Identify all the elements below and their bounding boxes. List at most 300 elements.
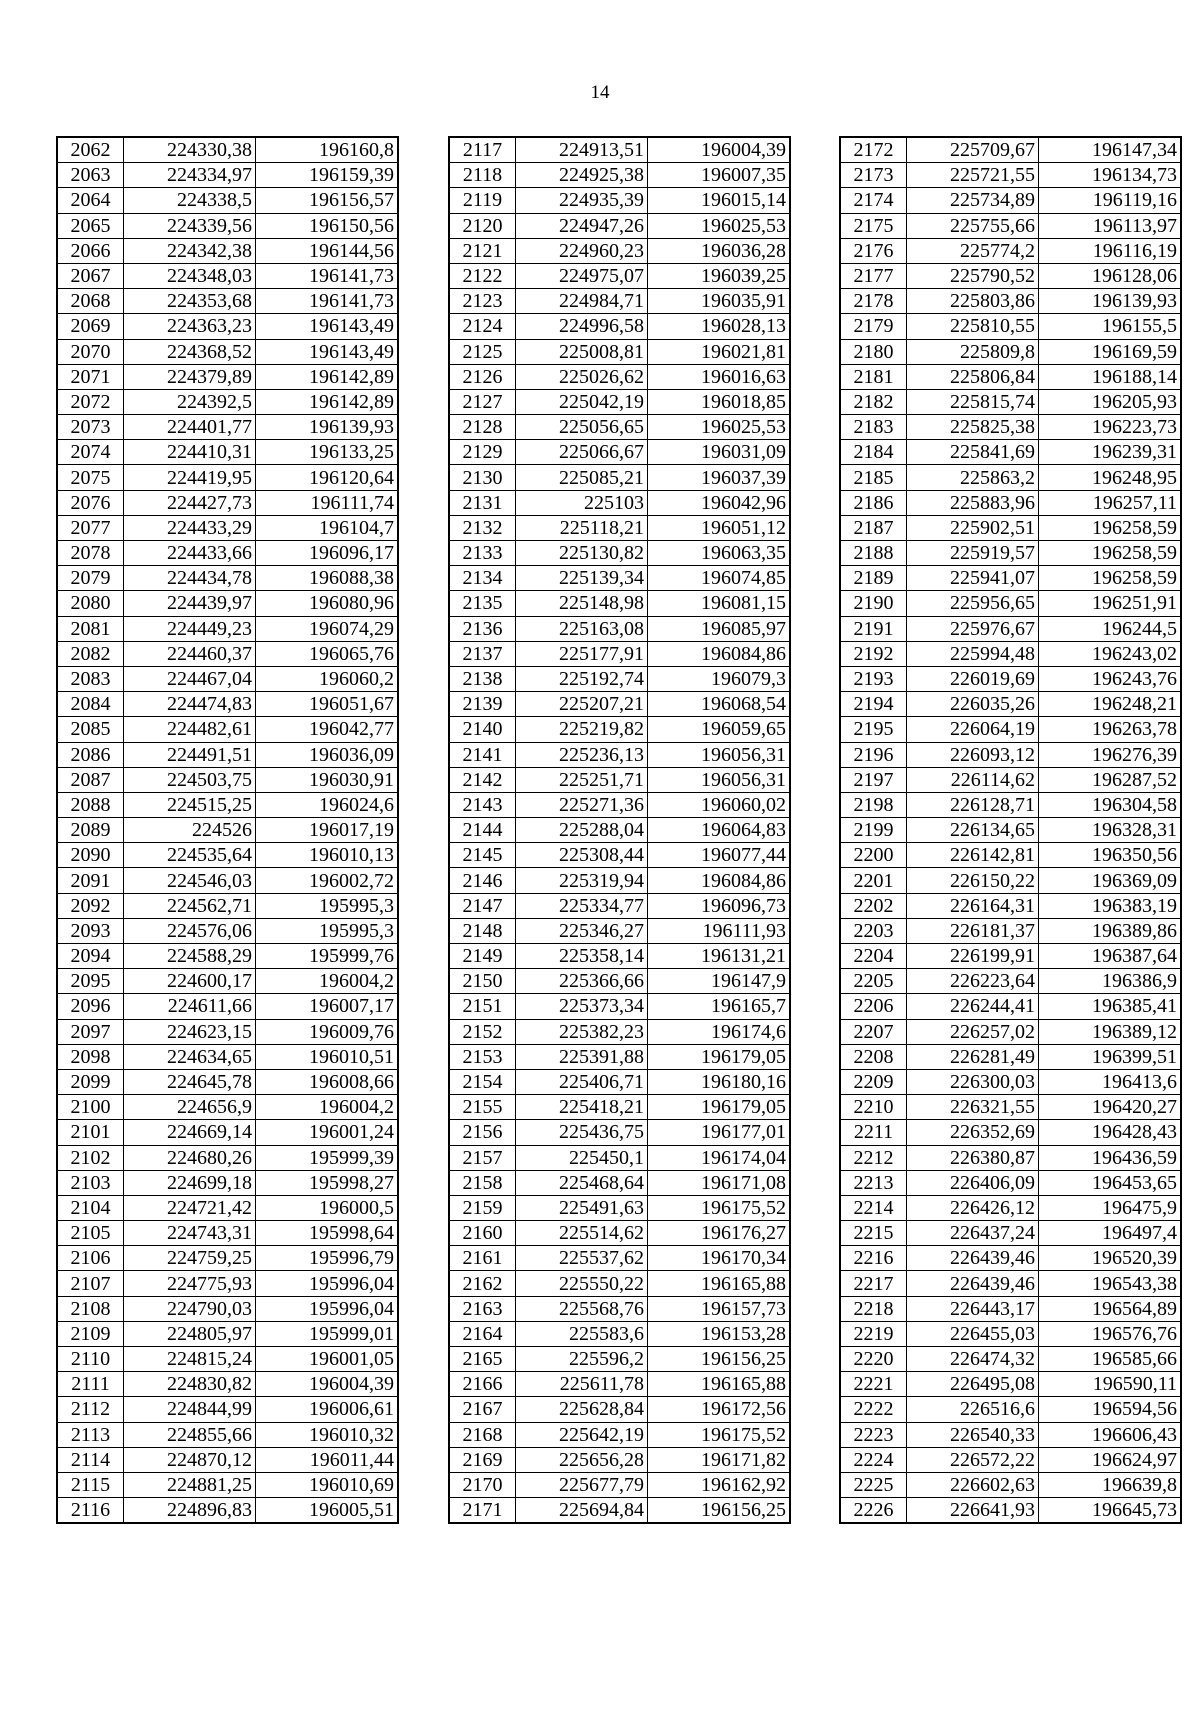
point-number-cell: 2112 — [58, 1397, 124, 1422]
x-coordinate-cell: 224379,89 — [124, 364, 256, 389]
point-number-cell: 2160 — [450, 1221, 516, 1246]
y-coordinate-cell: 196111,74 — [256, 490, 398, 515]
table-row — [58, 163, 398, 188]
point-number-cell: 2181 — [841, 364, 907, 389]
x-coordinate-cell: 225192,74 — [516, 666, 648, 691]
x-coordinate-cell: 224623,15 — [124, 1019, 256, 1044]
point-number-cell: 2118 — [450, 163, 516, 188]
table-row — [841, 1472, 1181, 1497]
table-row — [450, 1019, 790, 1044]
page-number: 14 — [590, 82, 610, 103]
point-number-cell: 2117 — [450, 138, 516, 163]
table-row — [450, 490, 790, 515]
point-number-cell: 2188 — [841, 541, 907, 566]
y-coordinate-cell: 196141,73 — [256, 289, 398, 314]
x-coordinate-cell: 225734,89 — [907, 188, 1039, 213]
x-coordinate-cell: 224401,77 — [124, 415, 256, 440]
point-number-cell: 2108 — [58, 1296, 124, 1321]
x-coordinate-cell: 225251,71 — [516, 767, 648, 792]
point-number-cell: 2102 — [58, 1145, 124, 1170]
x-coordinate-cell: 226019,69 — [907, 666, 1039, 691]
table-row — [58, 717, 398, 742]
y-coordinate-cell: 196243,76 — [1039, 666, 1181, 691]
point-number-cell: 2094 — [58, 944, 124, 969]
x-coordinate-cell: 224338,5 — [124, 188, 256, 213]
x-coordinate-cell: 224515,25 — [124, 792, 256, 817]
y-coordinate-cell: 196056,31 — [648, 767, 790, 792]
point-number-cell: 2159 — [450, 1195, 516, 1220]
table-row — [450, 994, 790, 1019]
point-number-cell: 2165 — [450, 1347, 516, 1372]
table-row — [58, 616, 398, 641]
point-number-cell: 2139 — [450, 692, 516, 717]
y-coordinate-cell: 196096,17 — [256, 541, 398, 566]
point-number-cell: 2073 — [58, 415, 124, 440]
y-coordinate-cell: 196179,05 — [648, 1044, 790, 1069]
x-coordinate-cell: 226142,81 — [907, 843, 1039, 868]
point-number-cell: 2097 — [58, 1019, 124, 1044]
point-number-cell: 2080 — [58, 591, 124, 616]
point-number-cell: 2143 — [450, 792, 516, 817]
x-coordinate-cell: 224576,06 — [124, 918, 256, 943]
x-coordinate-cell: 225694,84 — [516, 1498, 648, 1523]
point-number-cell: 2147 — [450, 893, 516, 918]
y-coordinate-cell: 195995,3 — [256, 918, 398, 943]
point-number-cell: 2214 — [841, 1195, 907, 1220]
table-row — [841, 289, 1181, 314]
y-coordinate-cell: 196576,76 — [1039, 1321, 1181, 1346]
y-coordinate-cell: 196042,77 — [256, 717, 398, 742]
x-coordinate-cell: 226093,12 — [907, 742, 1039, 767]
y-coordinate-cell: 196001,24 — [256, 1120, 398, 1145]
table-row — [450, 1246, 790, 1271]
table-row — [58, 742, 398, 767]
x-coordinate-cell: 225815,74 — [907, 389, 1039, 414]
y-coordinate-cell: 196175,52 — [648, 1195, 790, 1220]
x-coordinate-cell: 224546,03 — [124, 868, 256, 893]
x-coordinate-cell: 225550,22 — [516, 1271, 648, 1296]
point-number-cell: 2145 — [450, 843, 516, 868]
table-row — [450, 843, 790, 868]
x-coordinate-cell: 226150,22 — [907, 868, 1039, 893]
y-coordinate-cell: 196131,21 — [648, 944, 790, 969]
point-number-cell: 2099 — [58, 1069, 124, 1094]
point-number-cell: 2092 — [58, 893, 124, 918]
table-row — [841, 1019, 1181, 1044]
x-coordinate-cell: 224611,66 — [124, 994, 256, 1019]
y-coordinate-cell: 196350,56 — [1039, 843, 1181, 868]
y-coordinate-cell: 196141,73 — [256, 263, 398, 288]
point-number-cell: 2186 — [841, 490, 907, 515]
point-number-cell: 2220 — [841, 1347, 907, 1372]
point-number-cell: 2219 — [841, 1321, 907, 1346]
point-number-cell: 2077 — [58, 515, 124, 540]
table-row — [58, 490, 398, 515]
y-coordinate-cell: 195998,27 — [256, 1170, 398, 1195]
x-coordinate-cell: 224996,58 — [516, 314, 648, 339]
table-row — [58, 1271, 398, 1296]
x-coordinate-cell: 225774,2 — [907, 238, 1039, 263]
x-coordinate-cell: 224330,38 — [124, 138, 256, 163]
y-coordinate-cell: 196143,49 — [256, 314, 398, 339]
table-row — [841, 1271, 1181, 1296]
y-coordinate-cell: 196639,8 — [1039, 1472, 1181, 1497]
point-number-cell: 2212 — [841, 1145, 907, 1170]
y-coordinate-cell: 196059,65 — [648, 717, 790, 742]
x-coordinate-cell: 224449,23 — [124, 616, 256, 641]
x-coordinate-cell: 226437,24 — [907, 1221, 1039, 1246]
table-row — [450, 893, 790, 918]
point-number-cell: 2200 — [841, 843, 907, 868]
x-coordinate-cell: 225026,62 — [516, 364, 648, 389]
point-number-cell: 2224 — [841, 1447, 907, 1472]
y-coordinate-cell: 196128,06 — [1039, 263, 1181, 288]
x-coordinate-cell: 226128,71 — [907, 792, 1039, 817]
x-coordinate-cell: 224830,82 — [124, 1372, 256, 1397]
y-coordinate-cell: 196004,2 — [256, 1095, 398, 1120]
table-row — [58, 1447, 398, 1472]
table-row — [58, 1221, 398, 1246]
x-coordinate-cell: 224634,65 — [124, 1044, 256, 1069]
table-row — [450, 1498, 790, 1523]
y-coordinate-cell: 196624,97 — [1039, 1447, 1181, 1472]
y-coordinate-cell: 195996,04 — [256, 1296, 398, 1321]
point-number-cell: 2166 — [450, 1372, 516, 1397]
x-coordinate-cell: 225941,07 — [907, 566, 1039, 591]
point-number-cell: 2111 — [58, 1372, 124, 1397]
x-coordinate-cell: 225085,21 — [516, 465, 648, 490]
y-coordinate-cell: 196009,76 — [256, 1019, 398, 1044]
y-coordinate-cell: 196328,31 — [1039, 818, 1181, 843]
table-row — [450, 792, 790, 817]
x-coordinate-cell: 225468,64 — [516, 1170, 648, 1195]
point-number-cell: 2183 — [841, 415, 907, 440]
point-number-cell: 2175 — [841, 213, 907, 238]
y-coordinate-cell: 195999,76 — [256, 944, 398, 969]
point-number-cell: 2116 — [58, 1498, 124, 1523]
point-number-cell: 2072 — [58, 389, 124, 414]
table-row — [58, 1095, 398, 1120]
point-number-cell: 2172 — [841, 138, 907, 163]
y-coordinate-cell: 196420,27 — [1039, 1095, 1181, 1120]
y-coordinate-cell: 196010,69 — [256, 1472, 398, 1497]
table-row — [841, 238, 1181, 263]
y-coordinate-cell: 196258,59 — [1039, 541, 1181, 566]
table-row — [450, 692, 790, 717]
table-row — [450, 314, 790, 339]
table-row — [58, 364, 398, 389]
y-coordinate-cell: 196475,9 — [1039, 1195, 1181, 1220]
table-row — [841, 692, 1181, 717]
y-coordinate-cell: 196258,59 — [1039, 566, 1181, 591]
x-coordinate-cell: 225656,28 — [516, 1447, 648, 1472]
table-row — [58, 1472, 398, 1497]
x-coordinate-cell: 224535,64 — [124, 843, 256, 868]
x-coordinate-cell: 224896,83 — [124, 1498, 256, 1523]
table-row — [841, 868, 1181, 893]
x-coordinate-cell: 224460,37 — [124, 641, 256, 666]
x-coordinate-cell: 225994,48 — [907, 641, 1039, 666]
point-number-cell: 2100 — [58, 1095, 124, 1120]
x-coordinate-cell: 225642,19 — [516, 1422, 648, 1447]
point-number-cell: 2173 — [841, 163, 907, 188]
y-coordinate-cell: 196594,56 — [1039, 1397, 1181, 1422]
table-row — [450, 742, 790, 767]
point-number-cell: 2144 — [450, 818, 516, 843]
point-number-cell: 2131 — [450, 490, 516, 515]
y-coordinate-cell: 196000,5 — [256, 1195, 398, 1220]
table-row — [841, 944, 1181, 969]
table-row — [450, 641, 790, 666]
y-coordinate-cell: 196017,19 — [256, 818, 398, 843]
y-coordinate-cell: 196165,7 — [648, 994, 790, 1019]
y-coordinate-cell: 196096,73 — [648, 893, 790, 918]
point-number-cell: 2157 — [450, 1145, 516, 1170]
y-coordinate-cell: 196428,43 — [1039, 1120, 1181, 1145]
y-coordinate-cell: 196085,97 — [648, 616, 790, 641]
x-coordinate-cell: 225450,1 — [516, 1145, 648, 1170]
y-coordinate-cell: 196021,81 — [648, 339, 790, 364]
table-row — [450, 1422, 790, 1447]
x-coordinate-cell: 224474,83 — [124, 692, 256, 717]
x-coordinate-cell: 225056,65 — [516, 415, 648, 440]
y-coordinate-cell: 196564,89 — [1039, 1296, 1181, 1321]
y-coordinate-cell: 196039,25 — [648, 263, 790, 288]
x-coordinate-cell: 226516,6 — [907, 1397, 1039, 1422]
table-row — [58, 440, 398, 465]
table-row — [58, 692, 398, 717]
y-coordinate-cell: 196263,78 — [1039, 717, 1181, 742]
x-coordinate-cell: 226281,49 — [907, 1044, 1039, 1069]
table-row — [841, 1347, 1181, 1372]
y-coordinate-cell: 196251,91 — [1039, 591, 1181, 616]
point-number-cell: 2184 — [841, 440, 907, 465]
point-number-cell: 2199 — [841, 818, 907, 843]
y-coordinate-cell: 196180,16 — [648, 1069, 790, 1094]
point-number-cell: 2095 — [58, 969, 124, 994]
x-coordinate-cell: 225902,51 — [907, 515, 1039, 540]
point-number-cell: 2191 — [841, 616, 907, 641]
x-coordinate-cell: 225806,84 — [907, 364, 1039, 389]
x-coordinate-cell: 225207,21 — [516, 692, 648, 717]
point-number-cell: 2130 — [450, 465, 516, 490]
point-number-cell: 2221 — [841, 1372, 907, 1397]
point-number-cell: 2134 — [450, 566, 516, 591]
table-row — [450, 969, 790, 994]
y-coordinate-cell: 196079,3 — [648, 666, 790, 691]
y-coordinate-cell: 196386,9 — [1039, 969, 1181, 994]
x-coordinate-cell: 225066,67 — [516, 440, 648, 465]
point-number-cell: 2113 — [58, 1422, 124, 1447]
point-number-cell: 2104 — [58, 1195, 124, 1220]
table-row — [841, 1372, 1181, 1397]
y-coordinate-cell: 196036,09 — [256, 742, 398, 767]
table-row — [841, 1498, 1181, 1523]
table-row — [58, 389, 398, 414]
table-row — [58, 541, 398, 566]
point-number-cell: 2210 — [841, 1095, 907, 1120]
y-coordinate-cell: 196051,12 — [648, 515, 790, 540]
point-number-cell: 2209 — [841, 1069, 907, 1094]
table-row — [58, 263, 398, 288]
y-coordinate-cell: 196139,93 — [1039, 289, 1181, 314]
x-coordinate-cell: 226439,46 — [907, 1271, 1039, 1296]
point-number-cell: 2162 — [450, 1271, 516, 1296]
table-row — [841, 616, 1181, 641]
table-row — [58, 1019, 398, 1044]
table-row — [450, 566, 790, 591]
x-coordinate-cell: 226300,03 — [907, 1069, 1039, 1094]
y-coordinate-cell: 196010,13 — [256, 843, 398, 868]
table-row — [58, 1422, 398, 1447]
y-coordinate-cell: 196025,53 — [648, 415, 790, 440]
x-coordinate-cell: 225382,23 — [516, 1019, 648, 1044]
y-coordinate-cell: 196144,56 — [256, 238, 398, 263]
table-row — [841, 364, 1181, 389]
x-coordinate-cell: 224645,78 — [124, 1069, 256, 1094]
point-number-cell: 2133 — [450, 541, 516, 566]
y-coordinate-cell: 196172,56 — [648, 1397, 790, 1422]
y-coordinate-cell: 196160,8 — [256, 138, 398, 163]
table-row — [841, 792, 1181, 817]
table-row — [841, 666, 1181, 691]
point-number-cell: 2074 — [58, 440, 124, 465]
point-number-cell: 2196 — [841, 742, 907, 767]
x-coordinate-cell: 225491,63 — [516, 1195, 648, 1220]
table-row — [450, 465, 790, 490]
y-coordinate-cell: 196243,02 — [1039, 641, 1181, 666]
point-number-cell: 2179 — [841, 314, 907, 339]
x-coordinate-cell: 224775,93 — [124, 1271, 256, 1296]
x-coordinate-cell: 226572,22 — [907, 1447, 1039, 1472]
x-coordinate-cell: 225841,69 — [907, 440, 1039, 465]
x-coordinate-cell: 224855,66 — [124, 1422, 256, 1447]
table-row — [841, 767, 1181, 792]
x-coordinate-cell: 225583,6 — [516, 1321, 648, 1346]
coordinates-table-left — [57, 137, 398, 1523]
y-coordinate-cell: 196156,25 — [648, 1498, 790, 1523]
table-row — [58, 969, 398, 994]
x-coordinate-cell: 224913,51 — [516, 138, 648, 163]
x-coordinate-cell: 225358,14 — [516, 944, 648, 969]
table-row — [841, 1321, 1181, 1346]
y-coordinate-cell: 196413,6 — [1039, 1069, 1181, 1094]
table-row — [58, 1044, 398, 1069]
y-coordinate-cell: 196004,39 — [256, 1372, 398, 1397]
table-row — [450, 163, 790, 188]
x-coordinate-cell: 225825,38 — [907, 415, 1039, 440]
x-coordinate-cell: 225366,66 — [516, 969, 648, 994]
y-coordinate-cell: 196133,25 — [256, 440, 398, 465]
table-row — [841, 1095, 1181, 1120]
point-number-cell: 2114 — [58, 1447, 124, 1472]
y-coordinate-cell: 196520,39 — [1039, 1246, 1181, 1271]
y-coordinate-cell: 196147,9 — [648, 969, 790, 994]
point-number-cell: 2187 — [841, 515, 907, 540]
point-number-cell: 2070 — [58, 339, 124, 364]
y-coordinate-cell: 196162,92 — [648, 1472, 790, 1497]
x-coordinate-cell: 224439,97 — [124, 591, 256, 616]
point-number-cell: 2083 — [58, 666, 124, 691]
x-coordinate-cell: 224669,14 — [124, 1120, 256, 1145]
point-number-cell: 2189 — [841, 566, 907, 591]
table-row — [450, 868, 790, 893]
y-coordinate-cell: 196176,27 — [648, 1221, 790, 1246]
y-coordinate-cell: 196006,61 — [256, 1397, 398, 1422]
table-row — [58, 188, 398, 213]
y-coordinate-cell: 196436,59 — [1039, 1145, 1181, 1170]
x-coordinate-cell: 224419,95 — [124, 465, 256, 490]
point-number-cell: 2098 — [58, 1044, 124, 1069]
table-row — [58, 818, 398, 843]
y-coordinate-cell: 196171,08 — [648, 1170, 790, 1195]
y-coordinate-cell: 196010,32 — [256, 1422, 398, 1447]
x-coordinate-cell: 226439,46 — [907, 1246, 1039, 1271]
point-number-cell: 2086 — [58, 742, 124, 767]
point-number-cell: 2136 — [450, 616, 516, 641]
x-coordinate-cell: 224815,24 — [124, 1347, 256, 1372]
y-coordinate-cell: 196150,56 — [256, 213, 398, 238]
y-coordinate-cell: 196399,51 — [1039, 1044, 1181, 1069]
x-coordinate-cell: 226426,12 — [907, 1195, 1039, 1220]
table-row — [450, 591, 790, 616]
point-number-cell: 2105 — [58, 1221, 124, 1246]
point-number-cell: 2087 — [58, 767, 124, 792]
table-row — [58, 641, 398, 666]
point-number-cell: 2203 — [841, 918, 907, 943]
table-row — [841, 1422, 1181, 1447]
point-number-cell: 2066 — [58, 238, 124, 263]
table-row — [58, 1347, 398, 1372]
x-coordinate-cell: 225008,81 — [516, 339, 648, 364]
x-coordinate-cell: 224925,38 — [516, 163, 648, 188]
point-number-cell: 2120 — [450, 213, 516, 238]
x-coordinate-cell: 225118,21 — [516, 515, 648, 540]
point-number-cell: 2150 — [450, 969, 516, 994]
table-row — [58, 1321, 398, 1346]
point-number-cell: 2158 — [450, 1170, 516, 1195]
x-coordinate-cell: 225803,86 — [907, 289, 1039, 314]
coordinates-table-middle — [449, 137, 790, 1523]
point-number-cell: 2084 — [58, 692, 124, 717]
point-number-cell: 2140 — [450, 717, 516, 742]
table-row — [841, 1447, 1181, 1472]
x-coordinate-cell: 224368,52 — [124, 339, 256, 364]
x-coordinate-cell: 224410,31 — [124, 440, 256, 465]
table-row — [58, 465, 398, 490]
x-coordinate-cell: 224526 — [124, 818, 256, 843]
x-coordinate-cell: 225790,52 — [907, 263, 1039, 288]
point-number-cell: 2079 — [58, 566, 124, 591]
point-number-cell: 2127 — [450, 389, 516, 414]
point-number-cell: 2216 — [841, 1246, 907, 1271]
x-coordinate-cell: 224960,23 — [516, 238, 648, 263]
table-row — [450, 1145, 790, 1170]
x-coordinate-cell: 225177,91 — [516, 641, 648, 666]
table-row — [58, 666, 398, 691]
y-coordinate-cell: 196077,44 — [648, 843, 790, 868]
x-coordinate-cell: 226406,09 — [907, 1170, 1039, 1195]
x-coordinate-cell: 224680,26 — [124, 1145, 256, 1170]
x-coordinate-cell: 224759,25 — [124, 1246, 256, 1271]
table-row — [841, 994, 1181, 1019]
y-coordinate-cell: 196060,02 — [648, 792, 790, 817]
y-coordinate-cell: 196111,93 — [648, 918, 790, 943]
y-coordinate-cell: 196005,51 — [256, 1498, 398, 1523]
x-coordinate-cell: 225809,8 — [907, 339, 1039, 364]
x-coordinate-cell: 225288,04 — [516, 818, 648, 843]
point-number-cell: 2101 — [58, 1120, 124, 1145]
